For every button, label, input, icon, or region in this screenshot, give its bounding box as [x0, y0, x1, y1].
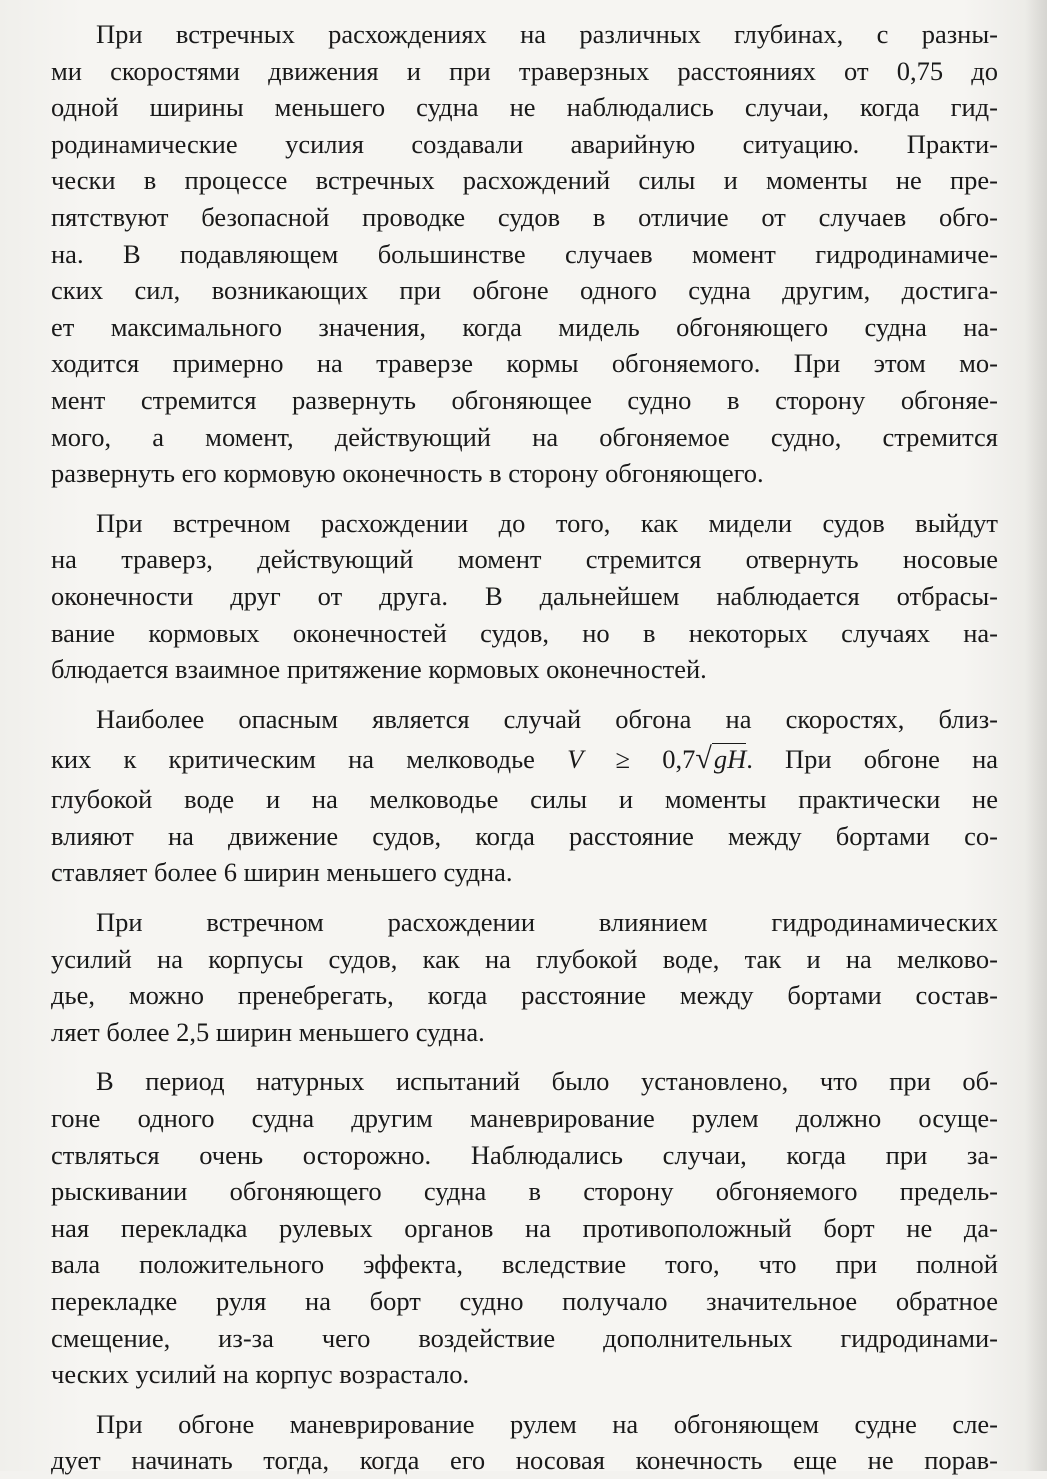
text-line: ходится примерно на траверзе кормы обгоняемого. При этом мо- — [51, 348, 998, 379]
text-line: ставляет более 6 ширин меньшего судна. — [51, 857, 513, 888]
text-line: ляет более 2,5 ширин меньшего судна. — [51, 1016, 485, 1047]
text-line: перекладке руля на борт судно получало значительное обратное — [51, 1286, 998, 1316]
formula-dot: . — [746, 744, 753, 775]
paragraph — [51, 1063, 998, 1392]
text-line: В период натурных испытаний было установлено, что при об- — [96, 1066, 998, 1097]
text-line: влияют на движение судов, когда расстояние между бортами со- — [51, 820, 998, 851]
text-line: блюдается взаимное притяжение кормовых оконечностей. — [51, 654, 707, 685]
text-line: мент стремится развернуть обгоняющее судно в сторону обгоняе- — [51, 384, 998, 415]
text-fragment: ких к критическим на мелководье — [51, 744, 535, 775]
paragraph — [51, 904, 998, 1050]
text-line: смещение, из-за чего воздействие дополнительных гидродинами- — [51, 1322, 998, 1353]
text-line: развернуть его кормовую оконечность в сторону обгоняющего. — [51, 458, 764, 489]
page-edge-shadow — [1025, 0, 1047, 1471]
sqrt-icon: √ — [695, 742, 712, 776]
text-line: родинамические усилия создавали аварийную ситуацию. Практи- — [51, 128, 998, 159]
text-line: ная перекладка рулевых органов на противоположный борт не да- — [51, 1212, 998, 1243]
text-line: При встречных расхождениях на различных глубинах, с разны- — [96, 19, 998, 49]
text-line: мого, а момент, действующий на обгоняемое судно, стремится — [51, 421, 998, 452]
paragraph — [51, 16, 998, 492]
formula-operator: ≥ 0,7 — [615, 744, 696, 775]
paragraph — [51, 505, 998, 688]
text-line: При встречном расхождении влиянием гидродинамических — [96, 907, 998, 938]
text-line: дует начинать тогда, когда его носовая конечность еще не порав- — [51, 1445, 998, 1476]
text-line-with-formula — [51, 737, 998, 781]
formula-radicand: gH — [713, 744, 747, 775]
text-line: При встречном расхождении до того, как мидели судов выйдут — [96, 507, 998, 538]
text-line: пятствуют безопасной проводке судов в отличие от случаев обго- — [51, 201, 998, 232]
formula — [567, 744, 753, 774]
text-line: При обгоне маневрирование рулем на обгоняющем судне сле- — [96, 1408, 998, 1439]
paragraph — [51, 701, 998, 891]
text-line: усилий на корпусы судов, как на глубокой воде, так и на мелково- — [51, 943, 998, 974]
text-line: Наиболее опасным является случай обгона на скоростях, близ- — [96, 703, 998, 734]
text-line: вала положительного эффекта, вследствие того, что при полной — [51, 1249, 998, 1280]
text-fragment: При обгоне на — [785, 744, 999, 775]
text-body — [51, 16, 998, 1479]
text-line: одной ширины меньшего судна не наблюдались случаи, когда гид- — [51, 92, 998, 123]
text-line: на. В подавляющем большинстве случаев момент гидродинамиче- — [51, 238, 998, 269]
text-line: на траверз, действующий момент стремится отвернуть носовые — [51, 544, 998, 575]
text-line: вание кормовых оконечностей судов, но в некоторых случаях на- — [51, 617, 998, 648]
text-line: ствляться очень осторожно. Наблюдались случаи, когда при за- — [51, 1139, 998, 1170]
text-line: глубокой воде и на мелководье силы и моменты практически не — [51, 784, 998, 815]
text-line: чески в процессе встречных расхождений силы и моменты не пре- — [51, 165, 998, 196]
text-line: рыскивании обгоняющего судна в сторону обгоняемого предель- — [51, 1176, 998, 1207]
text-line: ческих усилий на корпус возрастало. — [51, 1359, 470, 1390]
text-line: ми скоростями движения и при траверзных расстояниях от 0,75 до — [51, 55, 998, 86]
text-line: дье, можно пренебрегать, когда расстояние между бортами состав- — [51, 980, 998, 1011]
text-line: ских сил, возникающих при обгоне одного судна другим, достига- — [51, 275, 998, 306]
formula-variable: V — [567, 744, 584, 775]
paragraph — [51, 1406, 998, 1479]
text-line: оконечности друг от друга. В дальнейшем наблюдается отбрасы- — [51, 580, 998, 611]
text-line: ет максимального значения, когда мидель обгоняющего судна на- — [51, 311, 998, 342]
text-line: гоне одного судна другим маневрирование рулем должно осуще- — [51, 1103, 998, 1134]
